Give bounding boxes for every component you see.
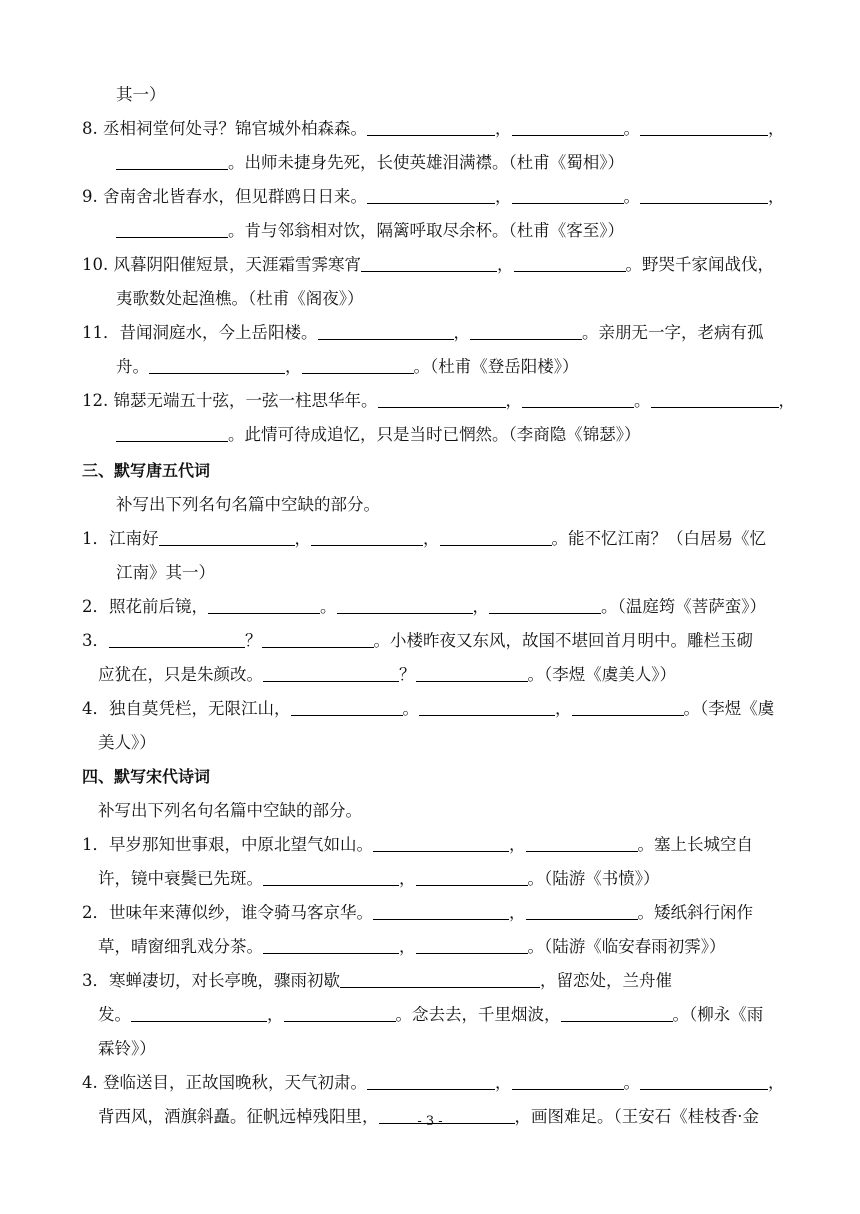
line-text: ， <box>495 187 512 206</box>
text-line <box>82 828 790 862</box>
fill-in-blank[interactable] <box>416 933 528 954</box>
line-text: 。小楼昨夜又东风，故国不堪回首月明中。雕栏玉砌 <box>373 631 753 650</box>
fill-in-blank[interactable] <box>440 525 552 546</box>
line-text: 补写出下列名句名篇中空缺的部分。 <box>116 495 380 514</box>
line-text: 。（陆游《书愤》） <box>527 869 660 888</box>
line-text: 。 <box>623 187 640 206</box>
line-text: 许，镜中衰鬓已先斑。 <box>98 869 263 888</box>
line-text: ， <box>495 119 512 138</box>
text-line <box>82 180 790 214</box>
line-text: ， <box>495 1073 512 1092</box>
line-text: 。 <box>634 391 651 410</box>
text-line <box>98 1032 790 1066</box>
line-text: ， <box>267 1005 284 1024</box>
text-line <box>116 214 790 248</box>
line-text: 。 <box>623 119 640 138</box>
text-line <box>98 862 790 896</box>
line-text: 10. 风暮阴阳催短景，天涯霜雪霁寒宵 <box>82 255 361 274</box>
line-text: ， <box>423 529 440 548</box>
fill-in-blank[interactable] <box>367 183 495 204</box>
line-text: 。 <box>402 699 419 718</box>
line-text: ， <box>294 529 311 548</box>
fill-in-blank[interactable] <box>263 661 399 682</box>
line-text: 夷歌数处起渔樵。（杜甫《阁夜》） <box>116 289 364 308</box>
line-text: 3． <box>82 631 109 650</box>
text-line <box>116 282 790 316</box>
fill-in-blank[interactable] <box>512 115 624 136</box>
fill-in-blank[interactable] <box>373 899 509 920</box>
fill-in-blank[interactable] <box>116 217 228 238</box>
line-text: 发。 <box>98 1005 131 1024</box>
line-text: 9. 舍南舍北皆春水，但见群鸥日日来。 <box>82 187 367 206</box>
line-text: ？ <box>245 631 262 650</box>
fill-in-blank[interactable] <box>526 831 638 852</box>
text-line <box>98 998 790 1032</box>
line-text: 其一） <box>116 85 166 104</box>
text-line <box>98 726 790 760</box>
line-text: 。野哭千家闻战伐， <box>625 255 774 274</box>
line-text: 。亲朋无一字，老病有孤 <box>582 323 764 342</box>
fill-in-blank[interactable] <box>416 865 528 886</box>
line-text: 。此情可待成追忆，只是当时已惘然。（李商隐《锦瑟》） <box>228 425 641 444</box>
line-text: 三、默写唐五代词 <box>82 461 211 480</box>
line-text: 12. 锦瑟无端五十弦，一弦一柱思华年。 <box>82 391 378 410</box>
line-text: ， <box>399 869 416 888</box>
fill-in-blank[interactable] <box>116 149 228 170</box>
text-line <box>82 896 790 930</box>
fill-in-blank[interactable] <box>302 353 414 374</box>
fill-in-blank[interactable] <box>640 183 768 204</box>
fill-in-blank[interactable] <box>263 933 399 954</box>
fill-in-blank[interactable] <box>318 319 454 340</box>
section-heading <box>82 760 790 794</box>
text-line <box>82 590 790 624</box>
line-text: 四、默写宋代诗词 <box>82 767 211 786</box>
fill-in-blank[interactable] <box>149 353 285 374</box>
text-line <box>82 316 790 350</box>
line-text: ，留恋处，兰舟催 <box>540 971 672 990</box>
text-line <box>116 78 790 112</box>
fill-in-blank[interactable] <box>470 319 582 340</box>
line-text: ， <box>497 255 514 274</box>
text-line <box>98 794 790 828</box>
text-line <box>82 692 790 726</box>
line-text: 1．江南好 <box>82 529 159 548</box>
line-text: ， <box>453 323 470 342</box>
fill-in-blank[interactable] <box>262 627 374 648</box>
line-text: ？ <box>399 665 416 684</box>
fill-in-blank[interactable] <box>131 1001 267 1022</box>
line-text: 。肯与邻翁相对饮，隔篱呼取尽余杯。（杜甫《客至》） <box>228 221 624 240</box>
line-text: 4．独自莫凭栏，无限江山， <box>82 699 291 718</box>
fill-in-blank[interactable] <box>378 387 506 408</box>
line-text: ， <box>768 1073 785 1092</box>
fill-in-blank[interactable] <box>640 1069 768 1090</box>
line-text: 8. 丞相祠堂何处寻？锦官城外柏森森。 <box>82 119 367 138</box>
line-text: 。出师未捷身先死，长使英雄泪满襟。（杜甫《蜀相》） <box>228 153 624 172</box>
fill-in-blank[interactable] <box>367 1069 495 1090</box>
line-text: 舟。 <box>116 357 149 376</box>
text-line <box>82 964 790 998</box>
fill-in-blank[interactable] <box>416 661 528 682</box>
fill-in-blank[interactable] <box>526 899 638 920</box>
fill-in-blank[interactable] <box>522 387 634 408</box>
fill-in-blank[interactable] <box>489 593 601 614</box>
fill-in-blank[interactable] <box>512 183 624 204</box>
fill-in-blank[interactable] <box>263 865 399 886</box>
text-line <box>82 1066 790 1100</box>
line-text: ， <box>399 937 416 956</box>
fill-in-blank[interactable] <box>361 251 497 272</box>
fill-in-blank[interactable] <box>651 387 779 408</box>
line-text: 。矮纸斜行闲作 <box>637 903 753 922</box>
line-text: 草，晴窗细乳戏分茶。 <box>98 937 263 956</box>
text-line <box>116 146 790 180</box>
text-line <box>82 522 790 556</box>
line-text: ， <box>472 597 489 616</box>
fill-in-blank[interactable] <box>208 593 320 614</box>
line-text: 。能不忆江南？（白居易《忆 <box>551 529 766 548</box>
line-text: 2．照花前后镜， <box>82 597 208 616</box>
line-text: 补写出下列名句名篇中空缺的部分。 <box>98 801 362 820</box>
line-text: 。（李煜《虞美人》） <box>527 665 676 684</box>
text-line <box>116 556 790 590</box>
line-text: ，画图难足。（王安石《桂枝香·金 <box>514 1107 759 1126</box>
fill-in-blank[interactable] <box>284 1001 396 1022</box>
fill-in-blank[interactable] <box>311 525 423 546</box>
text-line <box>98 658 790 692</box>
fill-in-blank[interactable] <box>514 251 626 272</box>
fill-in-blank[interactable] <box>367 115 495 136</box>
line-text: 应犹在，只是朱颜改。 <box>98 665 263 684</box>
line-text: ， <box>768 187 785 206</box>
section-heading <box>82 454 790 488</box>
line-text: 。塞上长城空自 <box>637 835 753 854</box>
text-line <box>82 384 795 418</box>
text-line <box>98 930 790 964</box>
line-text: 。（陆游《临安春雨初霁》） <box>527 937 726 956</box>
line-text: 。（杜甫《登岳阳楼》） <box>413 357 579 376</box>
line-text: 4. 登临送目，正故国晚秋，天气初肃。 <box>82 1073 367 1092</box>
fill-in-blank[interactable] <box>159 525 295 546</box>
line-text: 霖铃》） <box>98 1039 156 1058</box>
fill-in-blank[interactable] <box>572 695 684 716</box>
line-text: 。 <box>623 1073 640 1092</box>
line-text: 江南》其一） <box>116 563 215 582</box>
fill-in-blank[interactable] <box>340 967 540 988</box>
line-text: 。念去去，千里烟波， <box>395 1005 561 1024</box>
fill-in-blank[interactable] <box>640 115 768 136</box>
line-text: ， <box>505 391 522 410</box>
fill-in-blank[interactable] <box>512 1069 624 1090</box>
text-line <box>116 418 790 452</box>
fill-in-blank[interactable] <box>419 695 555 716</box>
line-text: 3．寒蝉凄切，对长亭晚，骤雨初歇 <box>82 971 340 990</box>
text-line <box>82 624 790 658</box>
line-text: ， <box>509 835 526 854</box>
fill-in-blank[interactable] <box>291 695 403 716</box>
line-text: 美人》） <box>98 733 156 752</box>
line-text: 。 <box>320 597 337 616</box>
fill-in-blank[interactable] <box>337 593 473 614</box>
line-text: 2．世味年来薄似纱，谁令骑马客京华。 <box>82 903 373 922</box>
line-text: ， <box>285 357 302 376</box>
text-line <box>116 488 790 522</box>
line-text: 。（温庭筠《菩萨蛮》） <box>601 597 766 616</box>
text-line <box>82 248 790 282</box>
line-text: 背西风，酒旗斜矗。征帆远棹残阳里， <box>98 1107 379 1126</box>
line-text: 11．昔闻洞庭水，今上岳阳楼。 <box>82 323 318 342</box>
line-text: 。（柳永《雨 <box>672 1005 764 1024</box>
text-line <box>82 112 790 146</box>
line-text: ， <box>778 391 795 410</box>
line-text: 1．早岁那知世事艰，中原北望气如山。 <box>82 835 373 854</box>
line-text: ， <box>509 903 526 922</box>
page-number: - 3 - <box>417 1114 443 1129</box>
text-line <box>116 350 790 384</box>
line-text: ， <box>555 699 572 718</box>
fill-in-blank[interactable] <box>109 627 245 648</box>
line-text: ， <box>768 119 785 138</box>
fill-in-blank[interactable] <box>561 1001 673 1022</box>
fill-in-blank[interactable] <box>116 421 228 442</box>
fill-in-blank[interactable] <box>373 831 509 852</box>
line-text: 。（李煜《虞 <box>683 699 775 718</box>
